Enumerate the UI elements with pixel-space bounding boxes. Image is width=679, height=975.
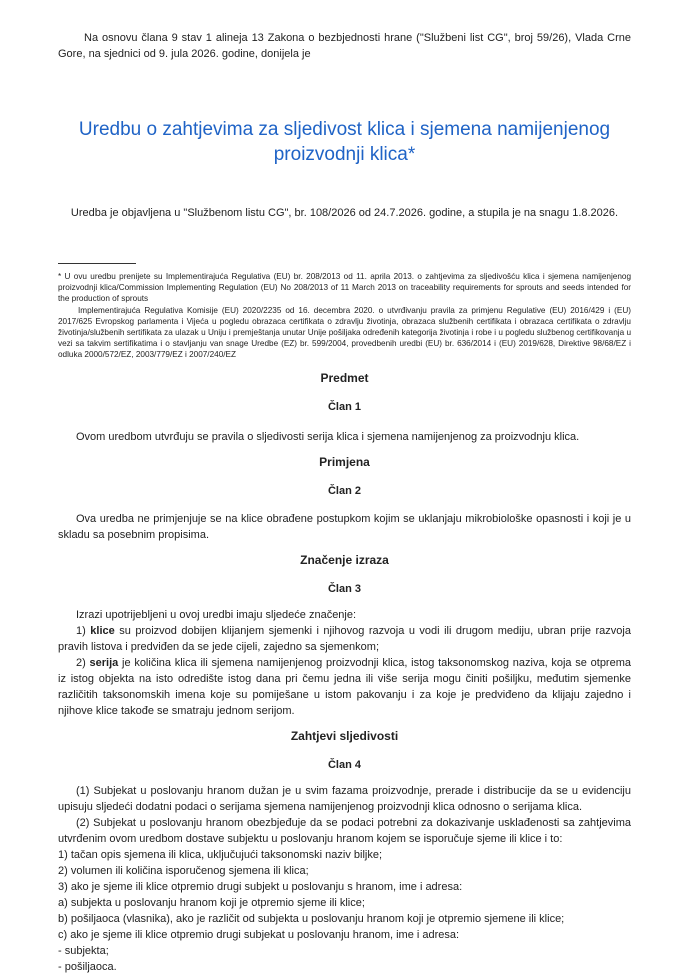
definition-2-term: serija	[89, 656, 119, 669]
intro-paragraph: Na osnovu člana 9 stav 1 alineja 13 Zakona o bezbjednosti hrane ("Službeni list CG", broj 59/26), Vlada Crne Gore, na sjednici od 9. jula 2026. godine, donijela je	[58, 32, 631, 60]
publication-note: Uredba je objavljena u "Službenom listu CG", br. 108/2026 od 24.7.2026. godine, a stupila je na snagu 1.8.2026.	[70, 207, 619, 219]
definition-1	[58, 623, 631, 655]
list-item: c) ako je sjeme ili klice otpremio drugi subjekat u poslovanju hranom, ime i adresa:	[58, 928, 460, 941]
article-4-paragraph-1: (1) Subjekat u poslovanju hranom dužan je u svim fazama proizvodnje, prerade i distribucije da se u evidenciju upisuju sljedeći dodatni podaci o serijama sjemena namijenjenog proizvodnji klica odnosno o serijama klica.	[58, 784, 631, 813]
article-2-text: Ova uredba ne primjenjuje se na klice obrađene postupkom kojim se uklanjaju mikrobiološke opasnosti i koji je u skladu sa posebnim propisima.	[58, 512, 631, 541]
section-heading-znacenje: Značenje izraza	[300, 552, 389, 567]
list-item: 3) ako je sjeme ili klice otpremio drugi subjekt u poslovanju s hranom, ime i adresa:	[58, 880, 463, 893]
footnote-1: * U ovu uredbu prenijete su Implementirajuća Regulativa (EU) br. 208/2013 od 11. aprila 2013. o zahtjevima za sljedivošću klica i sjemena namijenjenog proizvodnji klica/Commission Implementing Regulation (EU) No 208/2013 of 11 March 2013 on traceability requirements for sprouts and seeds intended for the production of sprouts	[58, 272, 631, 304]
list-item: b) pošiljaoca (vlasnika), ako je različit od subjekta u poslovanju hranom koji je otpremio sjemene ili klice;	[58, 912, 565, 925]
section-heading-zahtjevi: Zahtjevi sljedivosti	[290, 728, 399, 743]
definition-1-text: su proizvod dobijen klijanjem sjemenki i njihovog razvoja u vodi ili drugom mediju, ubran prije razvoja pravih listova i predviđen da se jede cijeli, zajedno sa sjemenkom;	[58, 624, 631, 653]
article-1-text: Ovom uredbom utvrđuju se pravila o sljedivosti serija klica i sjemena namijenjenog za proizvodnju klica.	[76, 430, 580, 443]
list-item: 1) tačan opis sjemena ili klica, uključujući taksonomski naziv biljke;	[58, 848, 383, 861]
list-item: a) subjekta u poslovanju hranom koji je otpremio sjeme ili klice;	[58, 896, 365, 909]
footnote-2: Implementirajuća Regulativa Komisije (EU) 2020/2235 od 16. decembra 2020. o utvrđivanju pravila za primjenu Regulative (EU) 2016/429 i (EU) 2017/625 Evropskog parlamenta i Vijeća u pogledu obrazaca certifikata o zdravlju životinja, obrazaca službenih certifikata i obrazaca certifikata o zdravlju životinja/službenih sertifikata za ulazak u Uniju i premještanja unutar Unije pošiljaka određenih kategorija životinja i robe i u pogledu službenog certifikovanja u vezi sa takvim sertifikatima i o stavljanju van snage Uredbe (EZ) br. 599/2004, provedbenih uredbi (EU) br. 636/2014 i (EU) 2019/628, Direktive 98/68/EZ i odluka 2000/572/EZ, 2003/779/EZ i 2007/240/EZ	[58, 305, 631, 360]
definition-2-text: je količina klica ili sjemena namijenjenog proizvodnji klica, istog taksonomskog naziva, koja se otprema iz istog objekta na isto odredište istog dana pri čemu jedna ili više serija mogu činiti pošiljku, međutim sjemenke različitih taksonomskih imena koje su pomiješane u istom pakovanju i za koje je predviđeno da klijaju zajedno i njihove klice takođe se smatraju jednom serijom.	[58, 656, 631, 717]
article-3-heading: Član 3	[327, 582, 361, 595]
list-item: 2) volumen ili količina isporučenog sjemena ili klica;	[58, 864, 309, 877]
list-item: - subjekta;	[58, 944, 109, 957]
section-heading-primjena: Primjena	[319, 454, 370, 469]
definition-2	[58, 655, 631, 719]
article-3-intro: Izrazi upotrijebljeni u ovoj uredbi imaju sljedeće značenje:	[76, 608, 357, 621]
definition-2-number: 2)	[76, 656, 86, 669]
definition-1-term: klice	[90, 624, 115, 637]
footnote-divider	[58, 263, 136, 264]
article-1-heading: Član 1	[327, 400, 361, 413]
list-item: - pošiljaoca.	[58, 960, 117, 973]
article-4-heading: Član 4	[327, 758, 361, 771]
article-2-heading: Član 2	[327, 484, 361, 497]
article-4-paragraph-2: (2) Subjekat u poslovanju hranom obezbjeđuje da se podaci potrebni za dokazivanje usklađenosti sa zahtjevima utvrđenim ovom uredbom dostave subjektu u poslovanju hranom kojem se isporučuje sjeme ili klice i to:	[58, 816, 631, 845]
definition-1-number: 1)	[76, 624, 86, 637]
document-title: Uredbu o zahtjevima za sljedivost klica i sjemena namijenjenog proizvodnji klica*	[78, 119, 611, 165]
section-heading-predmet: Predmet	[320, 370, 369, 385]
